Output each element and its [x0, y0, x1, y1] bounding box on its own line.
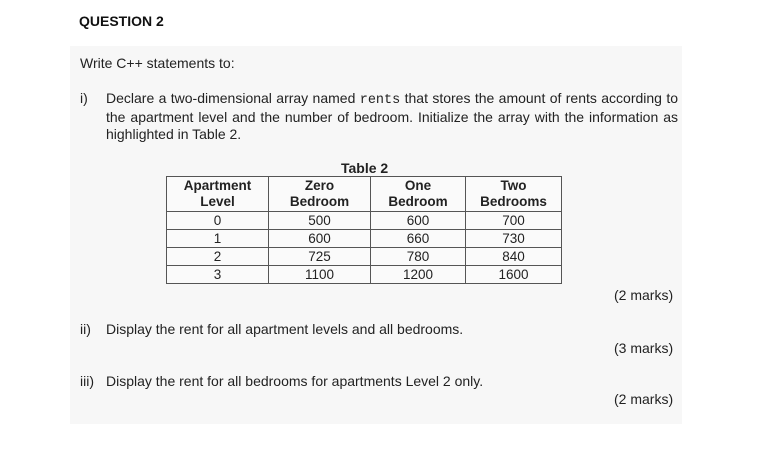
- table-cell: 600: [371, 212, 466, 230]
- part-number-ii: ii): [80, 321, 91, 337]
- table-cell: 660: [371, 230, 466, 248]
- marks-part-i: (2 marks): [614, 287, 674, 303]
- table-row: [167, 266, 562, 284]
- table-cell: 1600: [466, 266, 562, 284]
- table-cell: 1200: [371, 266, 466, 284]
- rents-table: [166, 176, 562, 284]
- table-row: [167, 212, 562, 230]
- header-line: Level: [200, 194, 235, 209]
- table-cell: 1100: [269, 266, 371, 284]
- table-row: [167, 248, 562, 266]
- table-row: [167, 230, 562, 248]
- table-cell: 730: [466, 230, 562, 248]
- header-line: Apartment: [183, 178, 252, 193]
- marks-part-ii: (3 marks): [614, 340, 674, 356]
- table-caption: Table 2: [341, 160, 389, 176]
- question-title: QUESTION 2: [79, 13, 164, 29]
- part-text-i-start: Declare a two-dimensional array named: [106, 90, 360, 106]
- table-cell: 2: [167, 248, 269, 266]
- header-apartment-level: [167, 177, 269, 212]
- part-number-iii: iii): [80, 373, 94, 389]
- header-line: Bedroom: [289, 194, 350, 209]
- header-line: Zero: [304, 178, 335, 193]
- part-text-i-end: that stores the amount of rents according to the apartment level and the number of bedroom. Initialize the array with the information as highlighted in Table 2.: [106, 90, 678, 142]
- array-name-code: rents: [359, 93, 401, 108]
- header-line: Bedroom: [388, 194, 448, 209]
- header-line: Two: [500, 178, 527, 193]
- part-text-iii: Display the rent for all bedrooms for apartments Level 2 only.: [106, 373, 484, 389]
- table-cell: 3: [167, 266, 269, 284]
- header-line: Bedrooms: [480, 194, 547, 209]
- header-two-bedrooms: [466, 177, 562, 212]
- marks-part-iii: (2 marks): [614, 391, 674, 407]
- part-text-ii: Display the rent for all apartment levels and all bedrooms.: [106, 321, 464, 337]
- header-one-bedroom: [371, 177, 466, 212]
- table-cell: 840: [466, 248, 562, 266]
- table-cell: 700: [466, 212, 562, 230]
- table-cell: 1: [167, 230, 269, 248]
- part-text-i: [106, 90, 678, 143]
- table-cell: 725: [269, 248, 371, 266]
- table-cell: 780: [371, 248, 466, 266]
- part-number-i: i): [80, 90, 88, 106]
- table-cell: 600: [269, 230, 371, 248]
- header-line: One: [404, 178, 432, 193]
- table-header-row: [167, 177, 562, 212]
- table-cell: 500: [269, 212, 371, 230]
- instruction-text: Write C++ statements to:: [80, 55, 235, 71]
- table-cell: 0: [167, 212, 269, 230]
- header-zero-bedroom: [269, 177, 371, 212]
